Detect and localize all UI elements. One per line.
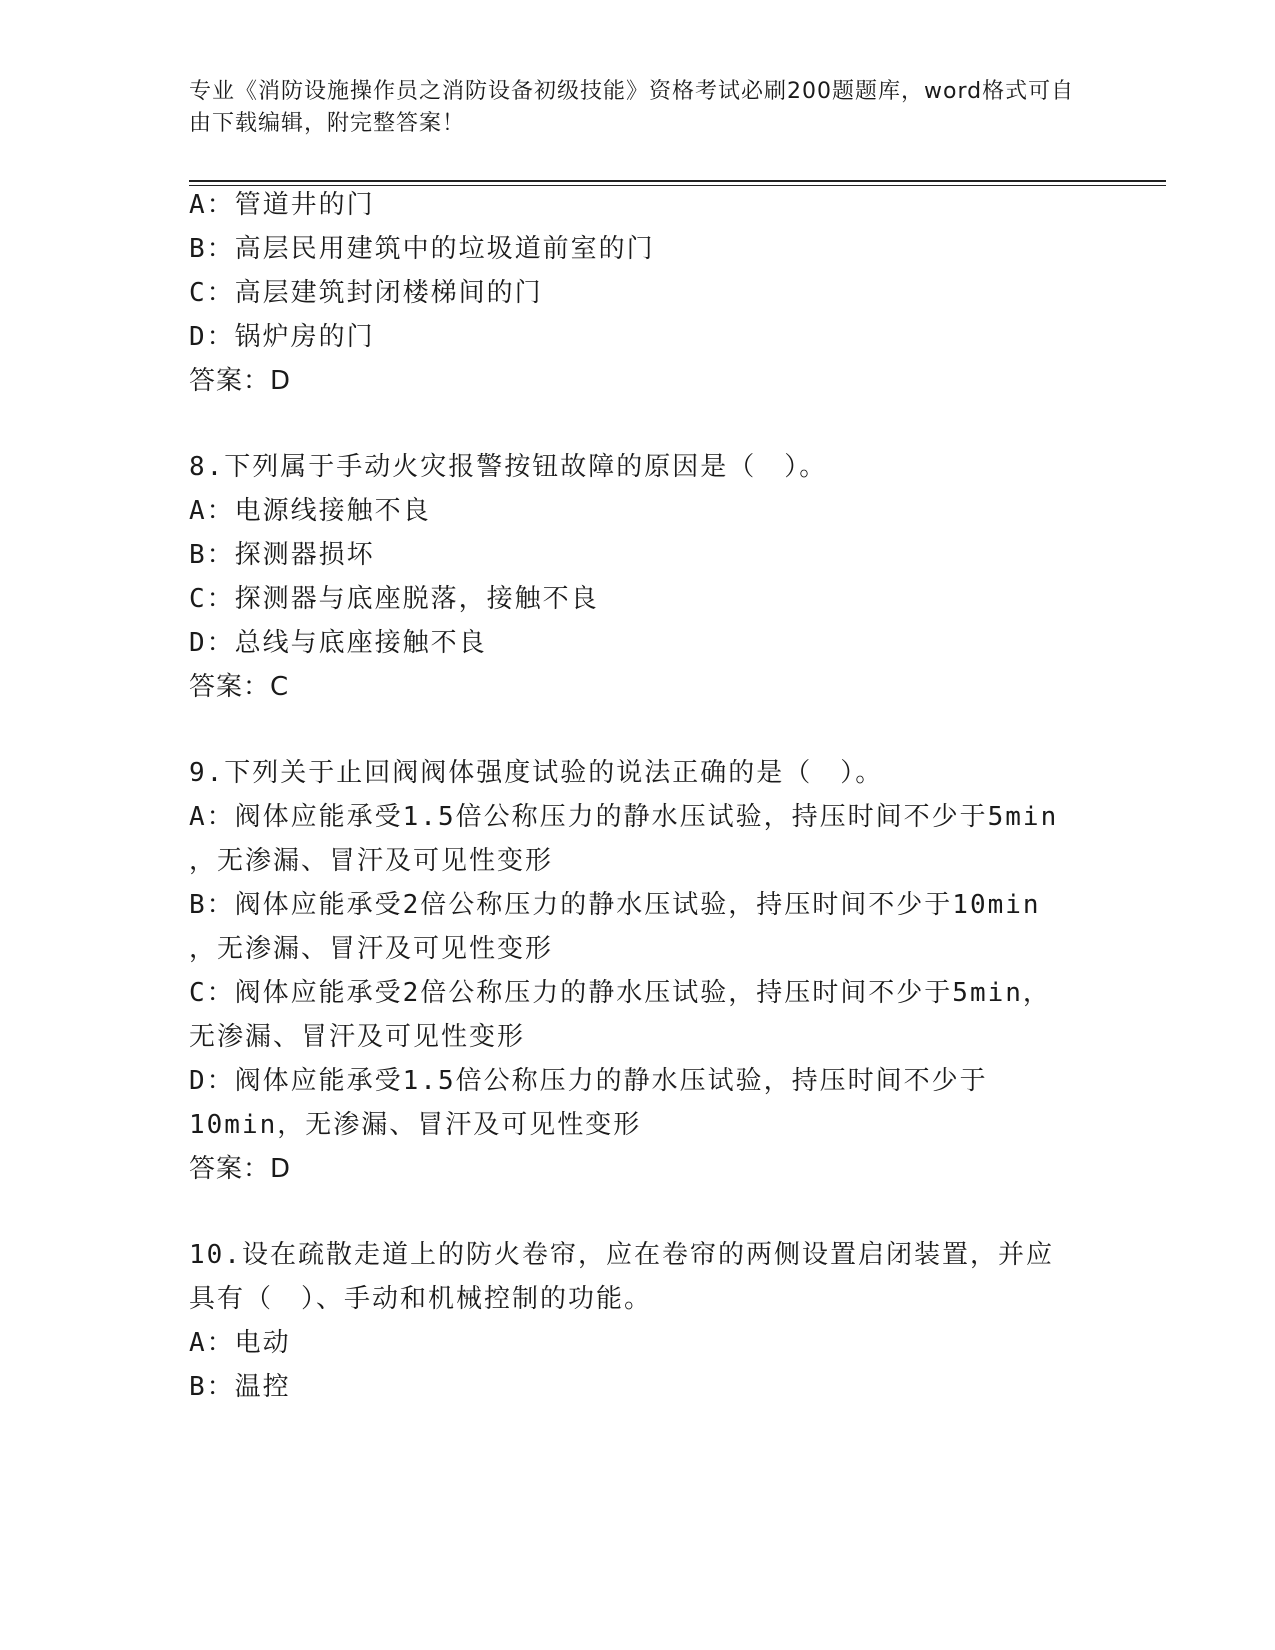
q8-option-c: C：探测器与底座脱落，接触不良 [189,584,599,614]
q10-option-a: A：电动 [189,1328,291,1358]
q9-option-b-line2: ，无渗漏、冒汗及可见性变形 [189,934,554,964]
q7-option-a: A：管道井的门 [189,190,375,220]
q10-option-b: B：温控 [189,1372,291,1402]
q9-option-c-line1: C：阀体应能承受2倍公称压力的静水压试验，持压时间不少于5min， [189,978,1051,1008]
q8-question: 8.下列属于手动火灾报警按钮故障的原因是（ ）。 [189,452,828,482]
q9-option-b-line1: B：阀体应能承受2倍公称压力的静水压试验，持压时间不少于10min [189,890,1041,920]
header-divider-thin [189,185,1166,186]
q9-option-a-line2: ，无渗漏、冒汗及可见性变形 [189,846,554,876]
q7-option-c: C：高层建筑封闭楼梯间的门 [189,278,543,308]
q8-option-a: A：电源线接触不良 [189,496,431,526]
q9-answer: 答案：D [189,1154,292,1184]
q9-question: 9.下列关于止回阀阀体强度试验的说法正确的是（ ）。 [189,758,884,788]
header-title: 专业《消防设施操作员之消防设备初级技能》资格考试必刷200题题库，word格式可自由下载编辑，附完整答案！ [189,79,1075,136]
q8-option-b: B：探测器损坏 [189,540,375,570]
q10-question-line1: 10.设在疏散走道上的防火卷帘，应在卷帘的两侧设置启闭装置，并应 [189,1240,1054,1270]
q7-option-d: D：锅炉房的门 [189,322,375,352]
q8-answer: 答案：C [189,672,290,702]
q9-option-a-line1: A：阀体应能承受1.5倍公称压力的静水压试验，持压时间不少于5min [189,802,1059,832]
q9-option-d-line2: 10min，无渗漏、冒汗及可见性变形 [189,1110,642,1140]
q7-option-b: B：高层民用建筑中的垃圾道前室的门 [189,234,655,264]
document-header [189,76,1079,140]
q8-option-d: D：总线与底座接触不良 [189,628,487,658]
q10-question-line2: 具有（ ）、手动和机械控制的功能。 [189,1284,653,1314]
q9-option-c-line2: 无渗漏、冒汗及可见性变形 [189,1022,526,1052]
header-divider-thick [189,180,1166,182]
q9-option-d-line1: D：阀体应能承受1.5倍公称压力的静水压试验，持压时间不少于 [189,1066,988,1096]
q7-answer: 答案：D [189,366,292,396]
